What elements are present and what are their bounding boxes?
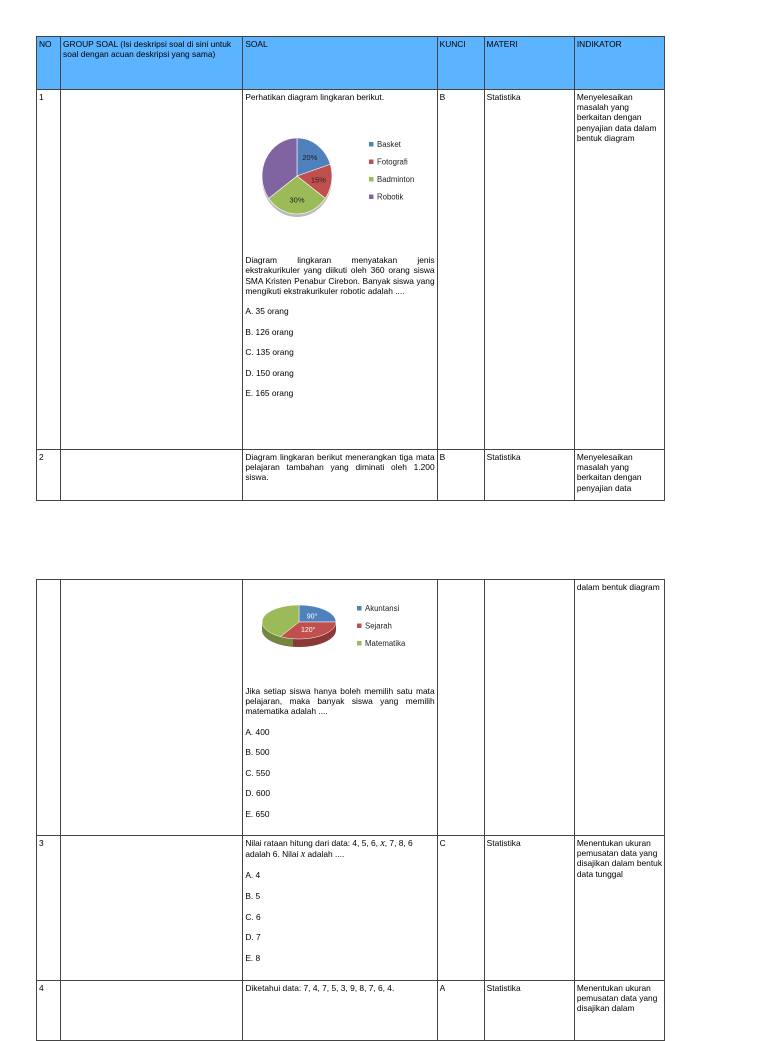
q2-option-c: C. 550 bbox=[245, 767, 270, 778]
q2-option-b: B. 500 bbox=[245, 747, 270, 758]
q3-no: 3 bbox=[37, 836, 61, 981]
q3-variable-2: x bbox=[300, 849, 306, 861]
q2-indikator-continued: dalam bentuk diagram bbox=[574, 580, 664, 836]
q1-no: 1 bbox=[37, 90, 61, 450]
pie1-legend-label: Robotik bbox=[377, 192, 404, 202]
q4-question-text: Diketahui data: 7, 4, 7, 5, 3, 9, 8, 7, 6, 4. bbox=[243, 981, 437, 1041]
q3-text-c: adalah .... bbox=[305, 849, 345, 860]
pie1-legend-swatch bbox=[369, 160, 374, 165]
q2-cont-no bbox=[37, 580, 61, 836]
pie-chart-mata-pelajaran bbox=[245, 600, 434, 670]
table-row-q2 bbox=[37, 450, 665, 501]
q2-cont-kunci bbox=[437, 580, 484, 836]
q4-indikator: Menentukan ukuran pemusatan data yang disajikan dalam bbox=[574, 981, 664, 1041]
q3-option-e: E. 8 bbox=[245, 952, 261, 963]
q2-option-a: A. 400 bbox=[245, 726, 270, 737]
q3-options bbox=[245, 870, 434, 963]
q2-option-e: E. 650 bbox=[245, 808, 270, 819]
q3-group bbox=[61, 836, 243, 981]
q3-option-d: D. 7 bbox=[245, 932, 261, 943]
q3-variable: x bbox=[380, 838, 385, 849]
q2-no: 2 bbox=[37, 450, 61, 501]
q1-soal bbox=[243, 90, 437, 450]
header-group: GROUP SOAL (Isi deskripsi soal di sini untuk soal dengan acuan deskripsi yang sama) bbox=[61, 37, 243, 90]
table-row-q1 bbox=[37, 90, 665, 450]
pie1-data-label: 20% bbox=[302, 153, 318, 163]
table-row-q3 bbox=[37, 836, 665, 981]
pie2-legend-swatch bbox=[357, 641, 362, 646]
q4-no: 4 bbox=[37, 981, 61, 1041]
pie1-data-label: 30% bbox=[289, 195, 305, 205]
q4-group bbox=[61, 981, 243, 1041]
q3-text-b: , 7, 8, 6 adalah 6. Nilai bbox=[245, 838, 413, 860]
table-row-q2-continued bbox=[37, 580, 665, 836]
q2-options bbox=[245, 727, 434, 820]
q3-question-text bbox=[245, 838, 434, 860]
table-header-row bbox=[37, 37, 665, 90]
header-no: NO bbox=[37, 37, 61, 90]
q1-option-d: D. 150 orang bbox=[245, 367, 294, 378]
pie2-legend-label: Akuntansi bbox=[365, 604, 400, 613]
q4-kunci: A bbox=[437, 981, 484, 1041]
pie2-legend-swatch bbox=[357, 624, 362, 629]
pie1-legend-label: Fotografi bbox=[377, 157, 409, 167]
q2-indikator: Menyelesaikan masalah yang berkaitan dengan penyajian data bbox=[574, 450, 664, 501]
pie2-legend-label: Sejarah bbox=[365, 621, 393, 631]
pie-chart-1-svg bbox=[245, 128, 435, 238]
q1-options bbox=[245, 306, 434, 399]
q3-kunci: C bbox=[437, 836, 484, 981]
header-indikator: INDIKATOR bbox=[574, 37, 664, 90]
q1-option-c: C. 135 orang bbox=[245, 347, 294, 358]
q2-question-text-2: Jika setiap siswa hanya boleh memilih satu mata pelajaran, maka banyak siswa yang memilih matematika adalah .... bbox=[245, 686, 435, 717]
q1-option-b: B. 126 orang bbox=[245, 326, 294, 337]
pie-chart-2-svg bbox=[245, 600, 435, 666]
q1-question-text: Diagram lingkaran menyatakan jenis ekstrakurikuler yang diikuti oleh 360 orang siswa SMA Kristen Penabur Cirebon. Banyak siswa yang mengikuti ekstrakurikuler robotic adalah .... bbox=[245, 255, 435, 296]
pie2-data-label: 120° bbox=[301, 626, 316, 634]
q3-option-b: B. 5 bbox=[245, 891, 261, 901]
q1-intro: Perhatikan diagram lingkaran berikut. bbox=[245, 92, 385, 102]
table-row-q4 bbox=[37, 981, 665, 1041]
pie2-legend-swatch bbox=[357, 606, 362, 611]
header-soal: SOAL bbox=[243, 37, 437, 90]
question-table-page-1 bbox=[36, 36, 665, 501]
q3-option-c: C. 6 bbox=[245, 911, 261, 922]
q1-group bbox=[61, 90, 243, 450]
q3-option-a: A. 4 bbox=[245, 870, 261, 881]
q3-soal bbox=[243, 836, 437, 981]
question-table-page-2 bbox=[36, 579, 665, 1041]
header-materi: MATERI bbox=[484, 37, 574, 90]
q3-materi: Statistika bbox=[484, 836, 574, 981]
pie2-slice-akuntansi bbox=[299, 605, 336, 622]
pie1-legend-label: Badminton bbox=[377, 175, 415, 185]
header-kunci: KUNCI bbox=[437, 37, 484, 90]
pie1-legend-swatch bbox=[369, 142, 374, 147]
q2-option-d: D. 600 bbox=[245, 788, 270, 799]
q4-materi: Statistika bbox=[484, 981, 574, 1041]
q2-materi: Statistika bbox=[484, 450, 574, 501]
pie1-legend-label: Basket bbox=[377, 140, 402, 150]
q2-cont-materi bbox=[484, 580, 574, 836]
pie-chart-ekstrakurikuler bbox=[245, 128, 434, 246]
pie1-data-label: 15% bbox=[311, 175, 327, 185]
q1-option-a: A. 35 orang bbox=[245, 306, 289, 317]
pie1-legend-swatch bbox=[369, 195, 374, 200]
q2-cont-group bbox=[61, 580, 243, 836]
pie2-legend-label: Matematika bbox=[365, 639, 406, 648]
q1-indikator: Menyelesaikan masalah yang berkaitan dengan penyajian data dalam bentuk diagram bbox=[574, 90, 664, 450]
q2-cont-soal bbox=[243, 580, 437, 836]
q1-kunci: B bbox=[437, 90, 484, 450]
q2-kunci: B bbox=[437, 450, 484, 501]
q2-group bbox=[61, 450, 243, 501]
q2-question-text: Diagram lingkaran berikut menerangkan tiga mata pelajaran tambahan yang diminati oleh 1.200 siswa. bbox=[243, 450, 437, 501]
pie2-data-label: 90° bbox=[307, 613, 318, 621]
q3-indikator: Menentukan ukuran pemusatan data yang disajikan dalam bentuk data tunggal bbox=[574, 836, 664, 981]
pie1-legend-swatch bbox=[369, 177, 374, 182]
q3-text-a: Nilai rataan hitung dari data: 4, 5, 6, bbox=[245, 838, 381, 848]
q1-materi: Statistika bbox=[484, 90, 574, 450]
q1-option-e: E. 165 orang bbox=[245, 388, 294, 399]
